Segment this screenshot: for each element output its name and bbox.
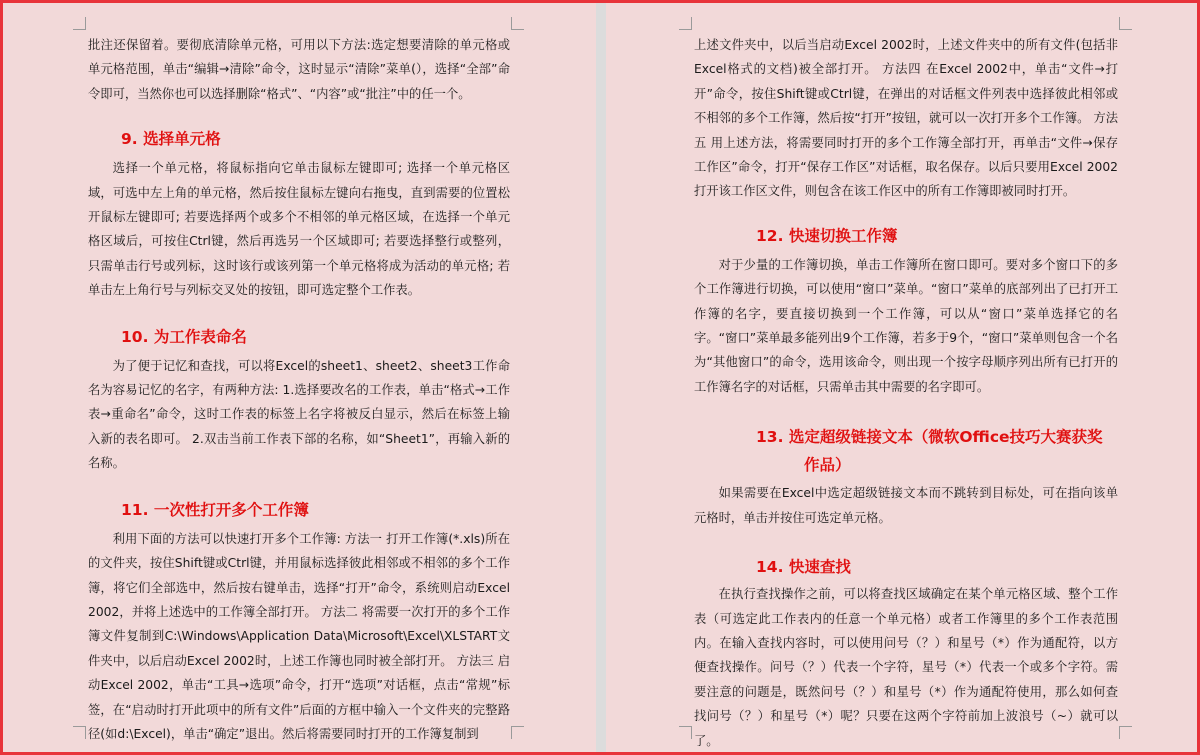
continued-paragraph: 上述文件夹中，以后当启动Excel 2002时，上述文件夹中的所有文件(包括非Excel格式的文档)被全部打开。 方法四 在Excel 2002中，单击“文件→打开”命令，按住Shift键或Ctrl键，在弹出的对话框文件列表中选择彼此相邻或不相邻的多个工作簿，然后按“打开”按钮，就可以一次打开多个工作簿。 方法五 用上述方法，将需要同时打开的多个工作簿全部打开，再单击“文件→保存工作区”命令，打开“保存工作区”对话框，取名保存。以后只要用Excel 2002打开该工作区文件，则包含在该工作区中的所有工作簿即被同时打开。 [694,38,1118,199]
right-text-column [694,33,1118,753]
paragraph-select-cells: 选择一个单元格，将鼠标指向它单击鼠标左键即可; 选择一个单元格区域，可选中左上角的单元格，然后按住鼠标左键向右拖曳，直到需要的位置松开鼠标左键即可; 若要选择两个或多个不相邻的单元格区域，在选择一个单元格区域后，可按住Ctrl键，然后再选另一个区域即可; 若要选择整行或整列，只需单击行号或列标，这时该行或该列第一个单元格将成为活动的单元格; 若单击左上角行号与列标交叉处的按钮，即可选定整个工作表。 [88,161,510,298]
heading-select-cells: 9. 选择单元格 [121,130,221,149]
left-page [3,3,596,752]
crop-mark [679,726,692,739]
heading-line-1: 13. 选定超级链接文本（微软Office技巧大赛获奖 [756,428,1103,447]
paragraph-rename-sheet: 为了便于记忆和查找，可以将Excel的sheet1、sheet2、sheet3工作命名为容易记忆的名字，有两种方法: 1.选择要改名的工作表，单击“格式→工作表→重命名”命令，这时工作表的标签上名字将被反白显示，然后在标签上输入新的表名即可。 2.双击当前工作表下部的名称，如“Sheet1”，再输入新的名称。 [88,358,510,471]
paragraph-switch-workbook: 对于少量的工作簿切换，单击工作簿所在窗口即可。要对多个窗口下的多个工作簿进行切换，可以使用“窗口”菜单。“窗口”菜单的底部列出了已打开工作簿的名字，要直接切换到一个工作簿，可以从“窗口”菜单选择它的名字。“窗口”菜单最多能列出9个工作簿，若多于9个，“窗口”菜单则包含一个名为“其他窗口”的命令，选用该命令，则出现一个按字母顺序列出所有已打开的工作簿名字的对话框，只需单击其中需要的名字即可。 [694,257,1118,394]
crop-mark [679,17,692,30]
heading-switch-workbook: 12. 快速切换工作簿 [756,226,898,245]
heading-open-multiple: 11. 一次性打开多个工作簿 [121,500,309,519]
crop-mark [73,17,86,30]
crop-mark [511,17,524,30]
paragraph-open-multiple: 利用下面的方法可以快速打开多个工作簿: 方法一 打开工作簿(*.xls)所在的文件夹，按住Shift键或Ctrl键，并用鼠标选择彼此相邻或不相邻的多个工作簿，将它们全部选中，然后按右键单击，选择“打开”命令，系统则启动Excel 2002，并将上述选中的工作簿全部打开。 方法二 将需要一次打开的多个工作簿文件复制到C:\Windows\Application Data\Microsoft\Excel\XLSTART文件夹中，以后启动Excel 2002时，上述工作簿也同时被全部打开。 方法三 启动Excel 2002，单击“工具→选项”命令，打开“选项”对话框，点击“常规”标签，在“启动时打开此项中的所有文件”后面的方框中输入一个文件夹的完整路径(如d:\Excel)，单击“确定”退出。然后将需要同时打开的工作簿复制到 [88,531,510,741]
heading-select-hyperlink [694,423,1118,479]
crop-mark [511,726,524,739]
paragraph-quick-find: 在执行查找操作之前，可以将查找区域确定在某个单元格区域、整个工作表（可选定此工作表内的任意一个单元格）或者工作簿里的多个工作表范围内。在输入查找内容时，可以使用问号（？）和星号（*）作为通配符，以方便查找操作。问号（？）代表一个字符，星号（*）代表一个或多个字符。需要注意的问题是，既然问号（？）和星号（*）作为通配符使用，那么如何查找问号（？）和星号（*）呢？只要在这两个字符前加上波浪号（~）就可以了。 [694,587,1118,748]
heading-quick-find: 14. 快速查找 [756,558,851,577]
right-page [606,3,1197,752]
page-gutter [596,3,606,752]
crop-mark [1119,726,1132,739]
crop-mark [1119,17,1132,30]
paragraph-select-hyperlink: 如果需要在Excel中选定超级链接文本而不跳转到目标处，可在指向该单元格时，单击并按住可选定单元格。 [694,486,1118,525]
crop-mark [73,726,86,739]
heading-line-2: 作品） [804,456,851,475]
intro-paragraph: 批注还保留着。要彻底清除单元格，可用以下方法:选定想要清除的单元格或单元格范围，单击“编辑→清除”命令，这时显示“清除”菜单(），选择“全部”命令即可，当然你也可以选择删除“格式”、“内容”或“批注”中的任一个。 [88,38,510,101]
heading-rename-sheet: 10. 为工作表命名 [121,327,247,346]
left-text-column [88,33,510,746]
